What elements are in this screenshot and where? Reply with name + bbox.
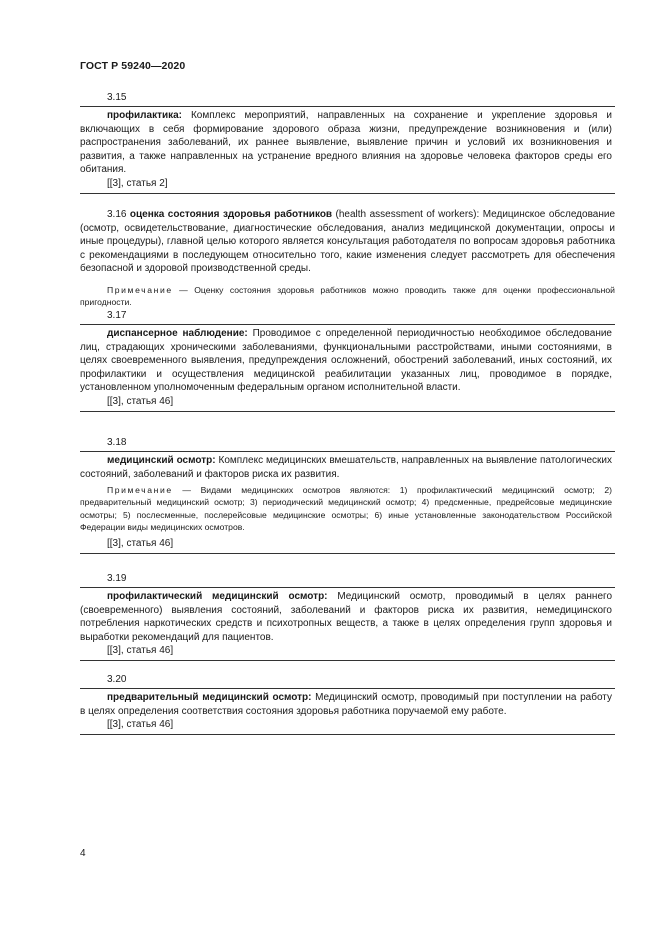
section-number: 3.17: [107, 310, 127, 321]
section-number: 3.15: [107, 92, 127, 103]
section-3-17: [80, 310, 615, 412]
definition: Проводимое с определенной периодичностью необходимое обследование лиц, страдающих хроническими заболеваниями, функциональными расстройствами, иными состояниями, в целях своевременного выявления, предупреждения осложнений, обострений заболеваний, иных состояний, их профилактики и осуществления медицинской реабилитации указанных лиц, проводимое в порядке, установленном уполномоченным федеральным органом исполнительной власти.: [80, 328, 612, 394]
reference: [[3], статья 2]: [107, 177, 168, 189]
term: профилактический медицинский осмотр:: [107, 591, 328, 602]
section-number: 3.18: [107, 437, 127, 448]
note-label: Примечание: [107, 284, 173, 295]
definition-text: [80, 208, 615, 276]
document-code-header: ГОСТ Р 59240—2020: [80, 60, 186, 72]
definition-text: [80, 590, 612, 644]
definition-box: [80, 451, 615, 554]
section-number: 3.20: [107, 674, 127, 685]
definition-text: [80, 691, 612, 718]
note-text: — Оценку состояния здоровья работников можно проводить также для оценки профессиональной пригодности.: [80, 284, 615, 308]
section-3-15: [80, 92, 615, 194]
term: диспансерное наблюдение:: [107, 328, 248, 339]
reference: [[3], статья 46]: [107, 645, 174, 657]
term: медицинский осмотр:: [107, 455, 216, 466]
note-text: — Видами медицинских осмотров являются: 1) профилактический медицинский осмотр; 2) предварительный медицинский осмотр; 3) периодический медицинский осмотр; 4) предсменные, предрейсовые медицинские осмотры; 5) послесменные, послерейсовые медицинские осмотры; 6) иные установленные законодательством Российской Федерации виды медицинских осмотров.: [80, 485, 612, 532]
section-number: 3.16: [107, 209, 127, 220]
definition-box: [80, 688, 615, 735]
definition-box: [80, 324, 615, 412]
definition: Комплекс медицинских вмешательств, направленных на выявление патологических состояний, заболеваний и факторов риска их развития.: [80, 455, 612, 480]
reference: [[3], статья 46]: [107, 395, 174, 407]
definition-text: [80, 327, 612, 395]
definition: Комплекс мероприятий, направленных на сохранение и укрепление здоровья и включающих в себя формирование здорового образа жизни, предупреждение возникновения и (или) распространения заболеваний, их раннее выявление, выявление причин и условий их возникновения и развития, а также направленных на устранение вредного влияния на здоровье человека факторов среды его обитания.: [80, 110, 612, 176]
section-3-16: [80, 208, 615, 308]
section-3-18: [80, 437, 615, 554]
page-number: 4: [80, 848, 86, 859]
term: предварительный медицинский осмотр:: [107, 692, 312, 703]
definition: (health assessment of workers): Медицинское обследование (осмотр, освидетельствование, диагностические обследования, анализ медицинской документации, опросы и иные процедуры), главной целью которого является консультация работодателя по вопросам здоровья работника с рекомендациями в последующем относительно того, какие изменения следует рассмотреть для обеспечения безопасной и здоровой производственной среды.: [80, 209, 616, 275]
reference: [[3], статья 46]: [107, 719, 174, 731]
definition-box: [80, 106, 615, 194]
note-label: Примечание: [107, 485, 173, 496]
definition-box: [80, 587, 615, 661]
section-3-20: [80, 674, 615, 735]
reference: [[3], статья 46]: [107, 538, 174, 549]
definition: Медицинский осмотр, проводимый при поступлении на работу в целях определения соответствия состояния здоровья работника поручаемой ему работе.: [80, 692, 612, 717]
term: профилактика:: [107, 110, 183, 121]
note: [80, 284, 615, 308]
section-number: 3.19: [107, 573, 127, 584]
definition-text: [80, 109, 612, 177]
section-3-19: [80, 573, 615, 661]
definition-text: [80, 454, 612, 481]
term: оценка состояния здоровья работников: [129, 209, 333, 220]
note: [80, 484, 612, 533]
definition: Медицинский осмотр, проводимый в целях раннего (своевременного) выявления состояний, заболеваний и факторов риска их развития, немедицинского потребления наркотических средств и психотропных веществ, а также в целях определения групп здоровья и выработки рекомендаций для пациентов.: [80, 591, 613, 643]
